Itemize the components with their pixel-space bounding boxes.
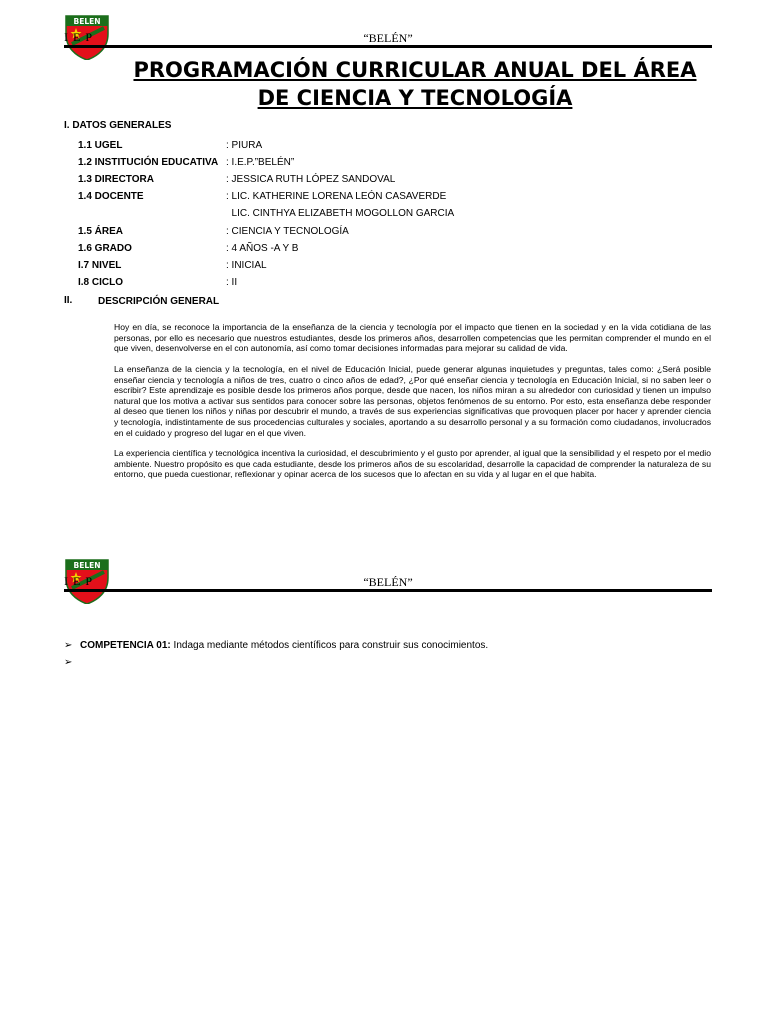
general-data-row [78,208,718,222]
title-line-1: PROGRAMACIÓN CURRICULAR ANUAL DEL ÁREA [133,58,697,82]
general-data-row [78,140,718,154]
row-value: : PIURA [226,140,263,151]
general-data-row [78,277,718,291]
row-label: 1.6 GRADO [78,243,132,254]
description-paragraph-3: La experiencia científica y tecnológica incentiva la curiosidad, el descubrimiento y el gusto por aprender, al igual que la sensibilidad y el respeto por el medio ambiente. Nuestro propósito es que cada estudiante, desde los primeros años de su escolaridad, desarrolle la capacidad de comprender la naturaleza de su entorno, que pueda cuestionar, reflexionar y opinar acerca de los sucesos que lo afectan en su vida y al lugar en el que habita. [114,448,711,480]
general-data-row [78,260,718,274]
title-line-2: DE CIENCIA Y TECNOLOGÍA [257,86,573,110]
row-label: 1.2 INSTITUCIÓN EDUCATIVA [78,157,219,168]
row-value: : CIENCIA Y TECNOLOGÍA [226,226,349,237]
competencia-bullet [64,640,488,651]
row-label: 1.1 UGEL [78,140,123,151]
general-data-row [78,157,718,171]
row-value: : I.E.P.”BELÉN” [226,157,295,168]
iep-label: I E P [64,574,93,588]
competencia-label: COMPETENCIA 01: [80,640,171,651]
iep-label: I E P [64,30,93,44]
row-label: 1.4 DOCENTE [78,191,144,202]
competencia-text: Indaga mediante métodos científicos para construir sus conocimientos. [170,640,489,651]
page-header-2 [64,558,712,606]
row-label: 1.5 ÁREA [78,226,124,237]
row-value: : LIC. KATHERINE LORENA LEÓN CASAVERDE [226,191,447,202]
section-2-number: II. [64,295,73,306]
arrow-bullet-icon: ➢ [64,657,73,668]
general-data-row [78,243,718,257]
row-value: : 4 AÑOS -A Y B [226,243,299,254]
description-paragraph-2: La enseñanza de la ciencia y la tecnología, en el nivel de Educación Inicial, puede generar algunas inquietudes y preguntas, tales como: ¿Será posible enseñar ciencia y tecnología a niños de tres, cuatro o cinco años de edad?, ¿Por qué enseñar ciencia y tecnología en Educación Inicial, si no saben leer o escribir? Este aprendizaje es posible desde los primeros años porque, desde que nacen, los niños miran a su alrededor con curiosidad y tienen un impulso natural que los motiva a activar sus sentidos para conocer sobre las personas, objetos fenómenos de su entorno. Por esto, esta enseñanza debe responder al deseo que tienen los niños y niñas por descubrir el mundo, a través de sus experiencias significativas que provoquen placer por hacer y aprender ciencia y tecnología, indistintamente de sus procedencias culturales y sociales, aportando a su desarrollo personal y a su formación como ciudadanos, involucrados en el cuidado y progreso del lugar en el que viven. [114,364,711,438]
empty-bullet [64,657,80,668]
logo-text: BELEN [73,17,101,26]
page-header-1 [64,14,712,62]
section-2-heading: DESCRIPCIÓN GENERAL [98,296,220,307]
section-1-heading: I. DATOS GENERALES [64,120,172,131]
row-value: : JESSICA RUTH LÓPEZ SANDOVAL [226,174,396,185]
school-name: “BELÉN” [363,31,413,45]
document-title [100,56,730,112]
general-data-row [78,191,718,205]
row-label: 1.3 DIRECTORA [78,174,154,185]
general-data-row [78,226,718,240]
row-label: I.8 CICLO [78,277,124,288]
header-rule [64,45,712,48]
row-value: LIC. CINTHYA ELIZABETH MOGOLLON GARCIA [226,208,455,219]
row-label: I.7 NIVEL [78,260,122,271]
logo-text: BELEN [73,561,101,570]
row-value: : INICIAL [226,260,267,271]
school-name: “BELÉN” [363,575,413,589]
header-rule [64,589,712,592]
general-data-row [78,174,718,188]
row-value: : II [226,277,238,288]
arrow-bullet-icon: ➢ [64,640,73,651]
description-paragraph-1: Hoy en día, se reconoce la importancia de la enseñanza de la ciencia y tecnología por el impacto que tienen en la sociedad y en la vida cotidiana de las personas, por ello es necesario que nuestros estudiantes, desde los primeros años, desarrollen competencias que les permitan comprender el mundo en el que viven, desenvolverse en el con autonomía, así como tomar decisiones informadas para mejorar su calidad de vida. [114,322,711,354]
